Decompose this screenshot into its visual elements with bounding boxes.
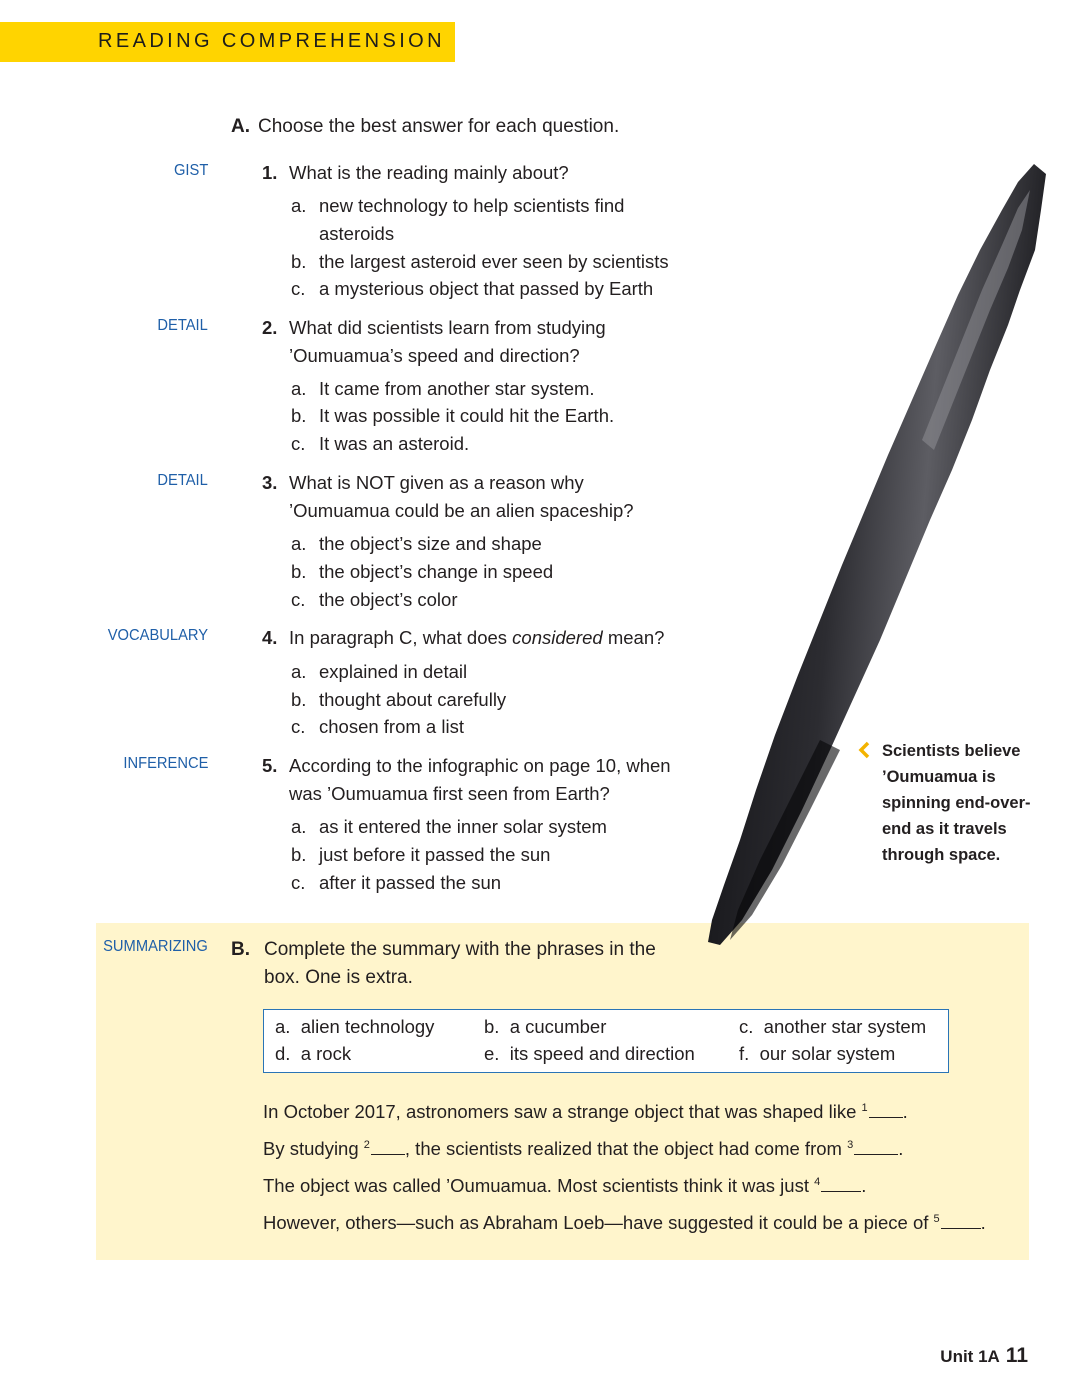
section-a-instruction: Choose the best answer for each question. <box>258 116 620 137</box>
blank-number: 3 <box>847 1138 854 1151</box>
section-b-title <box>231 936 671 991</box>
phrase-text: a cucumber <box>509 1016 607 1037</box>
summary-line-1 <box>263 1101 908 1123</box>
phrase-text: its speed and direction <box>509 1043 695 1064</box>
option-2c[interactable] <box>291 430 711 458</box>
phrase-text: our solar system <box>759 1043 896 1064</box>
question-3 <box>262 469 662 524</box>
option-4c[interactable] <box>291 713 711 741</box>
summary-text: . <box>861 1175 867 1196</box>
phrase-letter: d. <box>275 1043 291 1064</box>
blank-number: 5 <box>933 1212 940 1225</box>
option-text: thought about carefully <box>319 689 507 710</box>
option-text: chosen from a list <box>319 716 464 737</box>
option-text: just before it passed the sun <box>319 844 551 865</box>
phrase-text: alien technology <box>300 1016 435 1037</box>
page-footer <box>940 1344 1028 1368</box>
phrase-item[interactable] <box>739 1016 926 1038</box>
phrase-item[interactable] <box>484 1016 606 1038</box>
option-2b[interactable] <box>291 402 711 430</box>
option-text: new technology to help scientists find asteroids <box>319 195 625 244</box>
section-b-letter: B. <box>231 939 250 960</box>
option-text: the largest asteroid ever seen by scientists <box>319 251 669 272</box>
question-text-italic: considered <box>512 627 603 648</box>
phrase-text: a rock <box>300 1043 352 1064</box>
question-number: 4. <box>262 627 278 648</box>
option-3a[interactable] <box>291 530 711 558</box>
section-a-letter: A. <box>231 116 250 137</box>
option-letter: a. <box>291 533 307 554</box>
section-b-instruction: Complete the summary with the phrases in the box. One is extra. <box>264 939 656 988</box>
option-5a[interactable] <box>291 813 711 841</box>
summary-line-2 <box>263 1138 903 1160</box>
answer-blank-4[interactable] <box>821 1187 861 1192</box>
option-letter: c. <box>291 716 306 737</box>
question-number: 1. <box>262 162 278 183</box>
option-letter: c. <box>291 872 306 893</box>
option-letter: a. <box>291 378 307 399</box>
summary-text: In October 2017, astronomers saw a strange object that was shaped like <box>263 1101 862 1122</box>
summary-text: . <box>898 1138 904 1159</box>
answer-blank-3[interactable] <box>854 1150 898 1155</box>
question-text-part: In paragraph C, what does <box>289 627 513 648</box>
option-letter: b. <box>291 405 307 426</box>
question-4 <box>262 624 702 652</box>
answer-blank-5[interactable] <box>941 1224 981 1229</box>
question-text <box>289 624 702 652</box>
blank-number: 1 <box>861 1101 868 1114</box>
option-letter: a. <box>291 661 307 682</box>
option-letter: b. <box>291 689 307 710</box>
question-1 <box>262 159 702 187</box>
question-text: According to the infographic on page 10, when was ’Oumuamua first seen from Earth? <box>289 755 671 804</box>
option-1c[interactable] <box>291 275 711 303</box>
option-text: It was possible it could hit the Earth. <box>319 405 615 426</box>
summary-text: By studying <box>263 1138 364 1159</box>
phrase-letter: e. <box>484 1043 500 1064</box>
option-3c[interactable] <box>291 586 711 614</box>
skill-label-gist: GIST <box>173 162 208 179</box>
summary-text: . <box>902 1101 908 1122</box>
question-5 <box>262 752 692 807</box>
option-5c[interactable] <box>291 869 711 897</box>
option-letter: a. <box>291 195 307 216</box>
phrase-item[interactable] <box>484 1043 695 1065</box>
skill-label-summarizing: SUMMARIZING <box>103 938 208 955</box>
question-text: What is NOT given as a reason why ’Oumuamua could be an alien spaceship? <box>289 472 634 521</box>
skill-label-vocabulary: VOCABULARY <box>107 627 208 644</box>
option-text: as it entered the inner solar system <box>319 816 607 837</box>
option-1b[interactable] <box>291 248 711 276</box>
caption-pointer-icon <box>856 740 872 760</box>
summary-text: However, others—such as Abraham Loeb—have suggested it could be a piece of <box>263 1212 934 1233</box>
skill-label-detail: DETAIL <box>157 472 208 489</box>
option-text: a mysterious object that passed by Earth <box>319 278 654 299</box>
option-5b[interactable] <box>291 841 711 869</box>
answer-blank-1[interactable] <box>869 1113 903 1118</box>
option-text: It was an asteroid. <box>319 433 470 454</box>
section-a-title <box>231 116 619 138</box>
blank-number: 2 <box>363 1138 370 1151</box>
option-2a[interactable] <box>291 375 711 403</box>
option-text: the object’s size and shape <box>319 533 542 554</box>
rock-highlight <box>922 190 1030 450</box>
option-4a[interactable] <box>291 658 711 686</box>
option-letter: b. <box>291 844 307 865</box>
phrase-letter: f. <box>739 1043 750 1064</box>
page-number: 11 <box>1005 1344 1028 1367</box>
banner-title: READING COMPREHENSION <box>98 30 445 52</box>
phrase-item[interactable] <box>739 1043 895 1065</box>
phrase-item[interactable] <box>275 1043 351 1065</box>
option-1a[interactable] <box>291 192 681 247</box>
option-text: after it passed the sun <box>319 872 502 893</box>
phrase-item[interactable] <box>275 1016 434 1038</box>
question-text-part: mean? <box>602 627 665 648</box>
phrase-letter: a. <box>275 1016 291 1037</box>
question-2 <box>262 314 662 369</box>
option-3b[interactable] <box>291 558 711 586</box>
answer-blank-2[interactable] <box>371 1150 405 1155</box>
phrase-letter: b. <box>484 1016 500 1037</box>
option-text: the object’s color <box>319 589 458 610</box>
phrase-text: another star system <box>763 1016 927 1037</box>
summary-line-4 <box>263 1212 986 1234</box>
summary-text: , the scientists realized that the object had come from <box>404 1138 848 1159</box>
section-banner <box>0 22 455 62</box>
skill-label-inference: INFERENCE <box>122 755 208 772</box>
summary-line-3 <box>263 1175 866 1197</box>
blank-number: 4 <box>814 1175 821 1188</box>
question-number: 2. <box>262 317 278 338</box>
summary-text: . <box>980 1212 986 1233</box>
option-letter: c. <box>291 433 306 454</box>
option-letter: a. <box>291 816 307 837</box>
question-number: 3. <box>262 472 278 493</box>
option-text: It came from another star system. <box>319 378 595 399</box>
option-text: explained in detail <box>319 661 468 682</box>
phrase-box <box>263 1009 949 1073</box>
phrase-letter: c. <box>739 1016 754 1037</box>
option-4b[interactable] <box>291 686 711 714</box>
option-letter: c. <box>291 589 306 610</box>
summary-text: The object was called ’Oumuamua. Most scientists think it was just <box>263 1175 815 1196</box>
option-letter: b. <box>291 561 307 582</box>
question-text: What is the reading mainly about? <box>289 162 569 183</box>
image-caption: Scientists believe ’Oumuamua is spinning end-over-end as it travels through space. <box>882 742 1031 864</box>
option-text: the object’s change in speed <box>319 561 554 582</box>
skill-label-detail: DETAIL <box>157 317 208 334</box>
question-number: 5. <box>262 755 278 776</box>
question-text: What did scientists learn from studying ’Oumuamua’s speed and direction? <box>289 317 606 366</box>
option-letter: c. <box>291 278 306 299</box>
option-letter: b. <box>291 251 307 272</box>
unit-label: Unit 1A <box>940 1347 1000 1366</box>
